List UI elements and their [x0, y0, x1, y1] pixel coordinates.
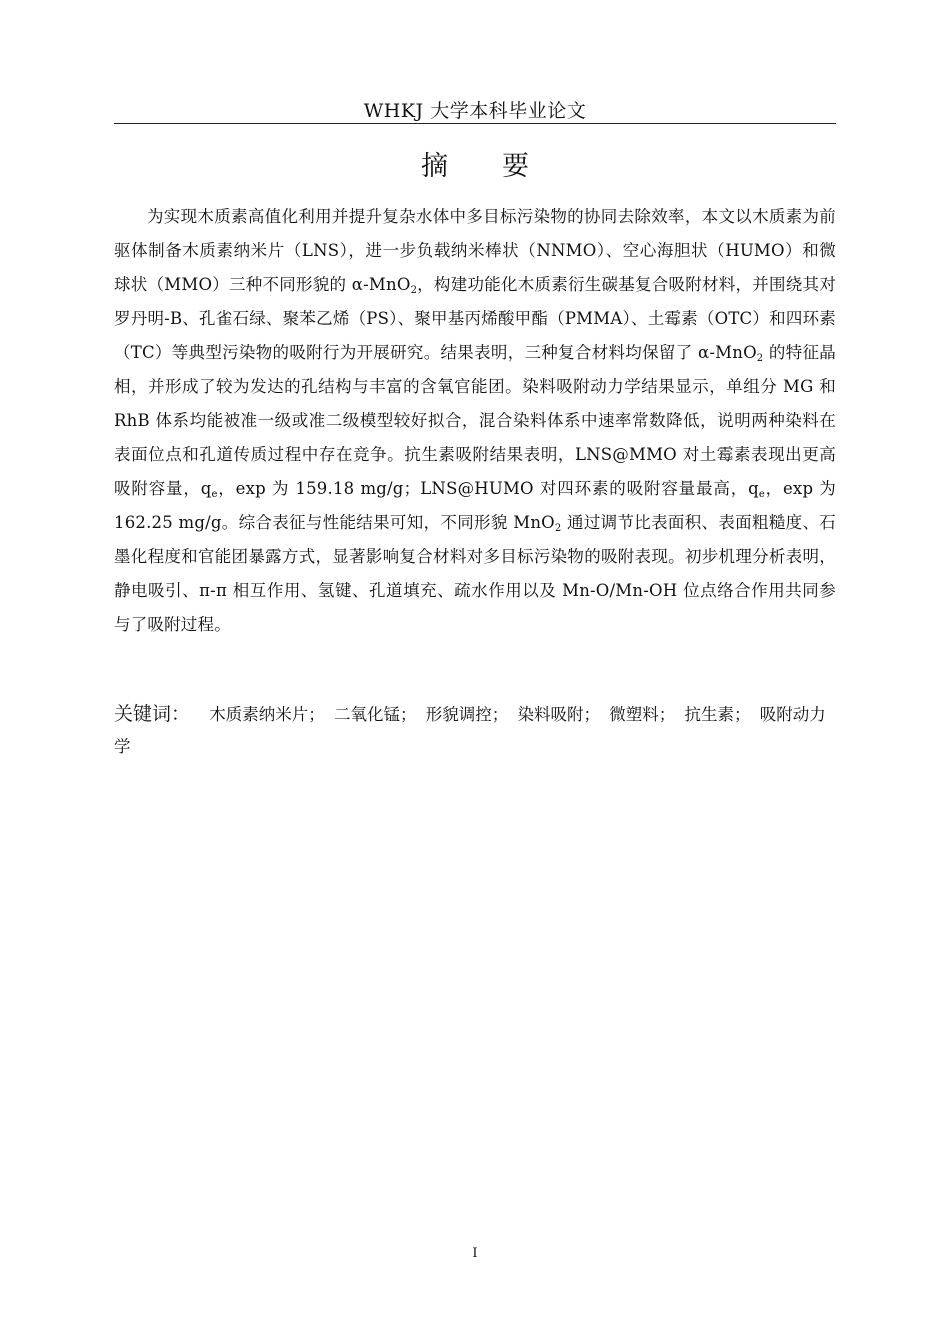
abstract-text-5: ，exp 为 162.25 mg/g。综合表征与性能结果可知，不同形貌 MnO — [114, 479, 836, 532]
page-number: I — [472, 1246, 478, 1261]
keywords-label: 关键词： — [114, 703, 191, 725]
running-header: WHKJ 大学本科毕业论文 — [363, 100, 587, 122]
keyword-item: 微塑料； — [609, 705, 676, 724]
abstract-title: 摘 要 — [421, 151, 529, 182]
abstract-text-6: 通过调节比表面积、表面粗糙度、石墨化程度和官能团暴露方式，显著影响复合材料对多目标污染物的吸附表现。初步机理分析表明，静电吸引、π-π 相互作用、氢键、孔道填充、疏水作用以及 Mn-O/Mn-OH 位点络合作用共同参与了吸附过程。 — [114, 513, 836, 634]
subscript-2: 2 — [410, 285, 418, 296]
keyword-item: 木质素纳米片； — [209, 705, 325, 724]
header-rule — [114, 123, 836, 124]
abstract-text-2: ，构建功能化木质素衍生碳基复合吸附材料，并围绕其对罗丹明-B、孔雀石绿、聚苯乙烯（PS）、聚甲基丙烯酸甲酯（PMMA）、土霉素（OTC）和四环素（TC）等典型污染物的吸附行为开展研究。结果表明，三种复合材料均保留了 α-MnO — [114, 275, 837, 362]
abstract-text-1: 为实现木质素高值化利用并提升复杂水体中多目标污染物的协同去除效率，本文以木质素为前驱体制备木质素纳米片（LNS），进一步负载纳米棒状（NNMO）、空心海胆状（HUMO）和微球状（MMO）三种不同形貌的 α-MnO — [114, 207, 836, 294]
subscript-2: 2 — [554, 523, 562, 534]
keyword-item: 抗生素； — [684, 705, 751, 724]
keyword-item: 二氧化锰； — [334, 705, 417, 724]
abstract-text-3: 的特征晶相，并形成了较为发达的孔结构与丰富的含氧官能团。染料吸附动力学结果显示，单组分 MG 和 RhB 体系均能被准一级或准二级模型较好拟合，混合染料体系中速率常数降低，说明两种染料在表面位点和孔道传质过程中存在竞争。抗生素吸附结果表明，LNS@MMO 对土霉素表现出更高吸附容量，q — [114, 343, 836, 498]
abstract-text-4: ，exp 为 159.18 mg/g；LNS@HUMO 对四环素的吸附容量最高，q — [217, 479, 759, 498]
keyword-item: 吸附动力学 — [114, 705, 826, 756]
keyword-item: 形貌调控； — [425, 705, 509, 724]
abstract-paragraph — [114, 200, 836, 642]
keywords-line — [114, 698, 836, 763]
subscript-e: e — [211, 489, 218, 500]
subscript-2: 2 — [756, 353, 764, 364]
subscript-e: e — [758, 489, 765, 500]
keyword-item: 染料吸附； — [517, 705, 601, 724]
